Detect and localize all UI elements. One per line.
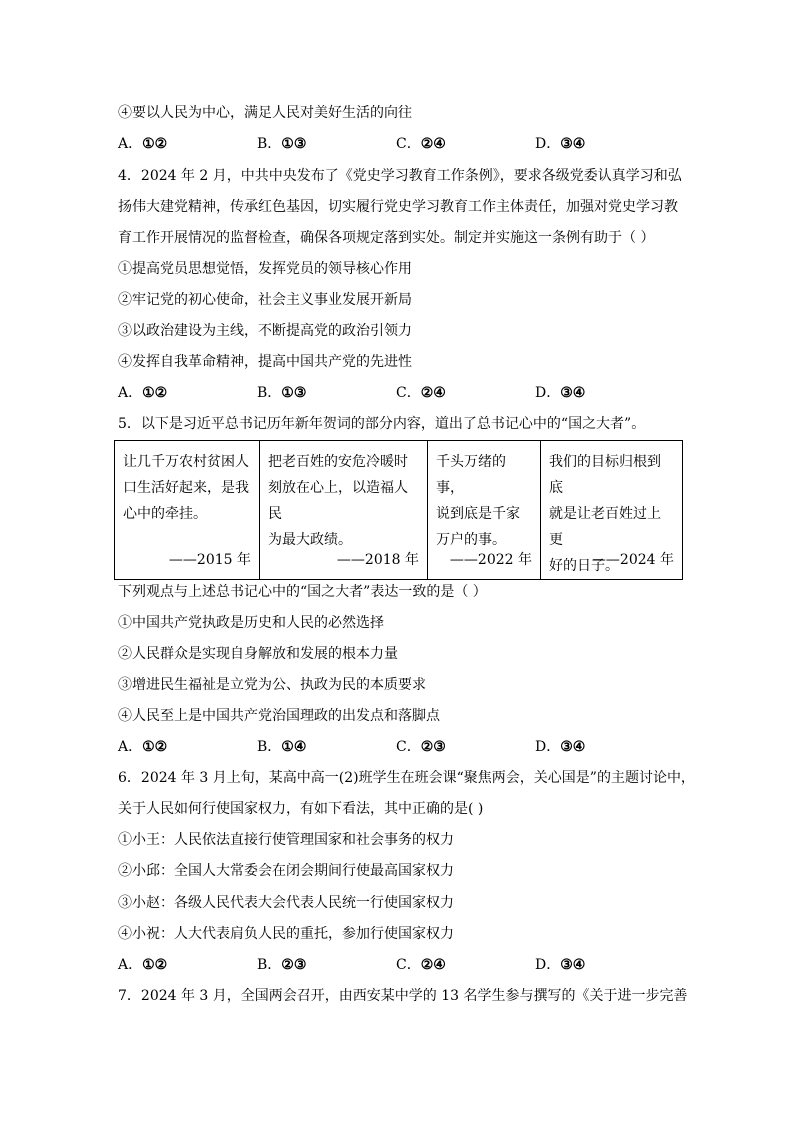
q4-stem-line-3: 育工作开展情况的监督检查，确保各项规定落到实处。制定并实施这一条例有助于（ ） <box>118 230 655 246</box>
quote-line: 刻放在心上，以造福人民 <box>268 480 408 522</box>
q6-item-2: ②小邱：全国人大常委会在闭会期间行使最高国家权力 <box>118 863 454 879</box>
q6-stem-line-2: 关于人民如何行使国家权力，有如下看法，其中正确的是( ) <box>118 801 484 817</box>
q6-options <box>118 955 678 975</box>
q3-option-d: D．③④ <box>535 136 586 152</box>
q3-option-a: A．①② <box>118 136 168 152</box>
q6-item-1: ①小王：人民依法直接行使管理国家和社会事务的权力 <box>118 832 454 848</box>
q4-option-d: D．③④ <box>535 385 586 401</box>
quote-year: ——2024 年 <box>591 552 674 568</box>
q6-item-4: ④小祝：人大代表肩负人民的重托，参加行使国家权力 <box>118 926 454 942</box>
quote-line: 为最大政绩。 <box>268 532 352 548</box>
quote-year: ——2022 年 <box>449 552 532 568</box>
quote-cell-2018 <box>260 441 428 580</box>
quote-cell-2022 <box>428 441 541 580</box>
q3-option-c: C．②④ <box>396 136 446 152</box>
q5-stem: 5．以下是习近平总书记历年新年贺词的部分内容，道出了总书记心中的“国之大者”。 <box>118 416 646 432</box>
q5-question: 下列观点与上述总书记心中的“国之大者”表达一致的是（ ） <box>118 584 487 600</box>
quote-year: ——2018 年 <box>336 552 419 568</box>
q6-option-c: C．②④ <box>396 957 446 973</box>
q5-option-b: B．①④ <box>257 739 307 755</box>
q3-item-4: ④要以人民为中心，满足人民对美好生活的向往 <box>118 105 412 121</box>
q6-option-b: B．②③ <box>257 957 307 973</box>
q5-item-2: ②人民群众是实现自身解放和发展的根本力量 <box>118 646 398 662</box>
quote-line: 我们的目标归根到底 <box>549 454 661 496</box>
quote-line: 千头万绪的事， <box>436 454 506 496</box>
q5-item-4: ④人民至上是中国共产党治国理政的出发点和落脚点 <box>118 708 440 724</box>
q4-option-b: B．①③ <box>257 385 307 401</box>
q5-option-c: C．②③ <box>396 739 446 755</box>
q4-options <box>118 383 678 403</box>
q4-item-3: ③以政治建设为主线，不断提高党的政治引领力 <box>118 323 412 339</box>
q3-option-b: B．①③ <box>257 136 307 152</box>
quote-line: 万户的事。 <box>436 532 506 548</box>
q5-item-1: ①中国共产党执政是历史和人民的必然选择 <box>118 615 384 631</box>
quote-cell-2024 <box>541 441 683 580</box>
q4-item-1: ①提高党员思想觉悟，发挥党员的领导核心作用 <box>118 261 412 277</box>
quote-year: ——2015 年 <box>168 552 251 568</box>
q4-item-2: ②牢记党的初心使命，社会主义事业发展开新局 <box>118 292 412 308</box>
quote-line: 说到底是千家 <box>436 506 520 522</box>
quote-line: 把老百姓的安危冷暖时 <box>268 454 408 470</box>
q4-item-4: ④发挥自我革命精神，提高中国共产党的先进性 <box>118 354 412 370</box>
q4-option-a: A．①② <box>118 385 168 401</box>
quote-line: 让几千万农村贫困人 <box>123 454 249 470</box>
q6-stem-line-1: 6．2024 年 3 月上旬，某高中高一(2)班学生在班会课“聚焦两会，关心国是”的主题讨论中， <box>118 770 695 786</box>
q5-option-d: D．③④ <box>535 739 586 755</box>
q5-option-a: A．①② <box>118 739 168 755</box>
q6-item-3: ③小赵：各级人民代表大会代表人民统一行使国家权力 <box>118 895 454 911</box>
quote-line: 就是让老百姓过上更 <box>549 506 661 548</box>
q7-stem-line-1: 7．2024 年 3 月，全国两会召开，由西安某中学的 13 名学生参与撰写的《关于进一步完善 <box>118 988 688 1004</box>
quote-line: 心中的牵挂。 <box>123 506 207 522</box>
q6-option-a: A．①② <box>118 957 168 973</box>
q4-stem-line-2: 扬伟大建党精神，传承红色基因，切实履行党史学习教育工作主体责任，加强对党史学习教 <box>118 199 678 215</box>
quote-cell-2015 <box>115 441 260 580</box>
q4-stem-line-1: 4．2024 年 2 月，中共中央发布了《党史学习教育工作条例》，要求各级党委认真学习和弘 <box>118 168 682 184</box>
quotes-row <box>115 441 683 580</box>
q5-item-3: ③增进民生福祉是立党为公、执政为民的本质要求 <box>118 677 426 693</box>
q3-options <box>118 134 678 154</box>
q6-option-d: D．③④ <box>535 957 586 973</box>
q4-option-c: C．②④ <box>396 385 446 401</box>
quote-line: 口生活好起来，是我 <box>123 480 249 496</box>
quote-line: 好的日子。 <box>549 558 619 574</box>
quotes-table <box>114 440 683 580</box>
q5-options <box>118 737 678 757</box>
